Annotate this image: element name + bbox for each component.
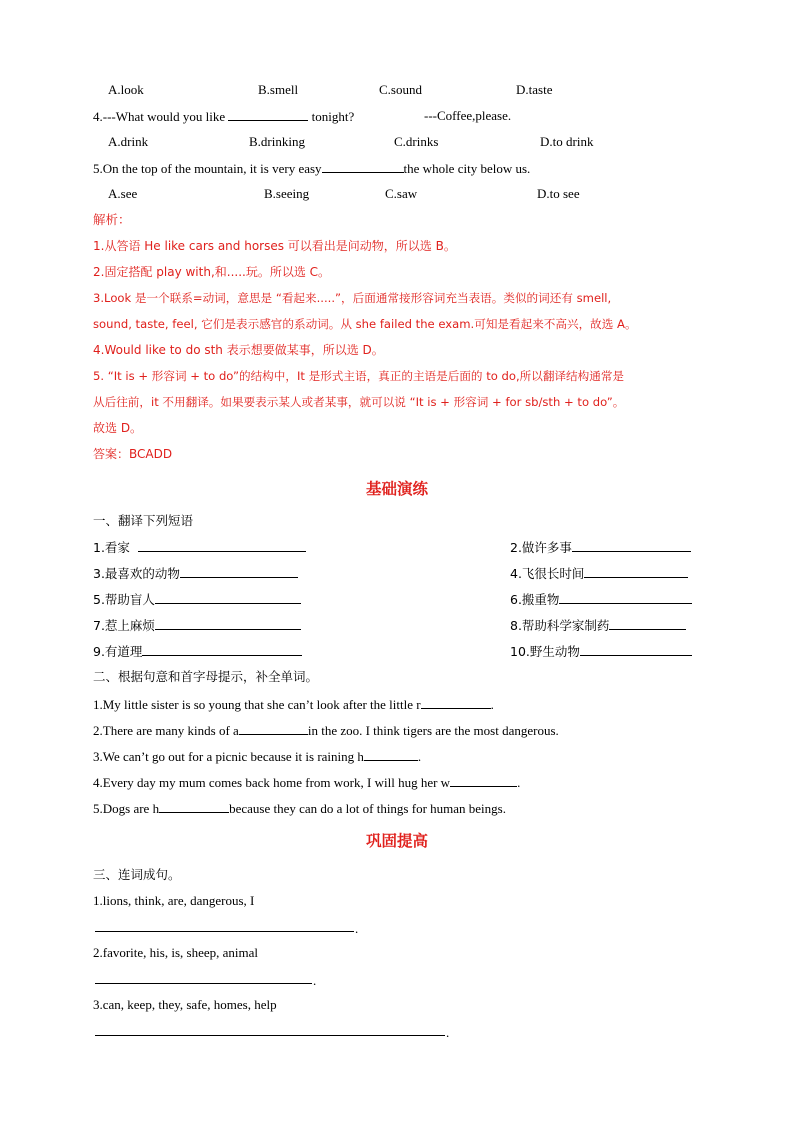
answer-blank[interactable] xyxy=(138,538,306,552)
answer-blank[interactable] xyxy=(364,747,418,761)
answer-blank[interactable] xyxy=(609,616,686,630)
q4-option-d: D.to drink xyxy=(540,134,594,149)
analysis-line: 3.Look 是一个联系=动词，意思是 “看起来.....”，后面通常接形容词充当表语。类似的词还有 smell, xyxy=(93,291,612,305)
phrase-item: 2.做许多事 xyxy=(510,538,691,557)
answer-blank[interactable] xyxy=(450,773,517,787)
word-order-item: 2.favorite, his, is, sheep, animal xyxy=(93,945,258,960)
question-4-reply: ---Coffee,please. xyxy=(424,108,512,123)
fill-item: 5.Dogs are h because they can do a lot of things for human beings. xyxy=(93,801,506,816)
analysis-title: 解析： xyxy=(93,212,131,227)
word-order-item: 3.can, keep, they, safe, homes, help xyxy=(93,997,277,1012)
part-2-title: 二、根据句意和首字母提示，补全单词。 xyxy=(93,669,319,684)
phrase-item: 9.有道理 xyxy=(93,642,302,661)
analysis-line: 4.Would like to do sth 表示想要做某事，所以选 D。 xyxy=(93,343,384,357)
q5-option-d: D.to see xyxy=(537,186,580,201)
answer-blank[interactable] xyxy=(559,590,692,604)
q3-option-c: C.sound xyxy=(379,82,422,97)
answer-blank[interactable] xyxy=(421,695,491,709)
question-4: 4.---What would you like tonight? xyxy=(93,109,355,124)
analysis-line: 从后往前，it 不用翻译。如果要表示某人或者某事，就可以说 “It is + 形容词 + for sb/sth + to do”。 xyxy=(93,395,625,409)
phrase-item: 5.帮助盲人 xyxy=(93,590,301,609)
q4-option-b: B.drinking xyxy=(249,134,305,149)
phrase-item: 6.搬重物 xyxy=(510,590,692,609)
analysis-line: 5. “It is + 形容词 + to do”的结构中，It 是形式主语，真正的主语是后面的 to do,所以翻译结构通常是 xyxy=(93,369,625,383)
answer-blank[interactable] xyxy=(228,107,308,121)
answer-blank[interactable] xyxy=(584,564,688,578)
q3-option-a: A.look xyxy=(108,82,144,97)
q4-option-c: C.drinks xyxy=(394,134,439,149)
section-heading: 巩固提高 xyxy=(365,832,428,850)
phrase-item: 1.看家 xyxy=(93,538,306,557)
q5-option-c: C.saw xyxy=(385,186,418,201)
answer-blank[interactable] xyxy=(159,799,229,813)
answer-blank[interactable] xyxy=(142,642,302,656)
period: . xyxy=(355,921,359,936)
fill-item: 4.Every day my mum comes back home from work, I will hug her w . xyxy=(93,775,521,790)
period: . xyxy=(446,1025,450,1040)
analysis-line: sound, taste, feel, 它们是表示感官的系动词。从 she failed the exam.可知是看起来不高兴，故选 A。 xyxy=(93,317,637,331)
fill-item: 1.My little sister is so young that she can’t look after the little r . xyxy=(93,697,494,712)
answer-blank[interactable] xyxy=(580,642,692,656)
answer-line[interactable] xyxy=(95,983,312,984)
answer-key: 答案：BCADD xyxy=(93,447,173,461)
fill-item: 2.There are many kinds of a in the zoo. I think tigers are the most dangerous. xyxy=(93,723,559,738)
word-order-item: 1.lions, think, are, dangerous, I xyxy=(93,893,255,908)
part-1-title: 一、翻译下列短语 xyxy=(93,513,194,528)
part-3-title: 三、连词成句。 xyxy=(93,867,181,882)
period: . xyxy=(313,973,317,988)
fill-item: 3.We can’t go out for a picnic because it is raining h . xyxy=(93,749,422,764)
phrase-item: 7.惹上麻烦 xyxy=(93,616,301,635)
question-5: 5.On the top of the mountain, it is very easy the whole city below us. xyxy=(93,161,531,176)
analysis-line: 1.从答语 He like cars and horses 可以看出是问动物，所以选 B。 xyxy=(93,239,456,253)
section-heading: 基础演练 xyxy=(365,480,428,498)
answer-blank[interactable] xyxy=(155,590,301,604)
analysis-line: 故选 D。 xyxy=(93,421,143,435)
answer-blank[interactable] xyxy=(180,564,298,578)
answer-blank[interactable] xyxy=(572,538,691,552)
q4-option-a: A.drink xyxy=(108,134,149,149)
phrase-item: 10.野生动物 xyxy=(510,642,692,661)
q5-option-a: A.see xyxy=(108,186,138,201)
answer-blank[interactable] xyxy=(155,616,301,630)
q3-option-b: B.smell xyxy=(258,82,299,97)
answer-line[interactable] xyxy=(95,931,354,932)
q3-option-d: D.taste xyxy=(516,82,553,97)
answer-blank[interactable] xyxy=(239,721,308,735)
phrase-item: 3.最喜欢的动物 xyxy=(93,564,298,583)
answer-blank[interactable] xyxy=(322,159,404,173)
answer-line[interactable] xyxy=(95,1035,445,1036)
analysis-line: 2.固定搭配 play with,和.....玩。所以选 C。 xyxy=(93,265,331,279)
phrase-item: 8.帮助科学家制药 xyxy=(510,616,686,635)
phrase-item: 4.飞很长时间 xyxy=(510,564,688,583)
q5-option-b: B.seeing xyxy=(264,186,310,201)
